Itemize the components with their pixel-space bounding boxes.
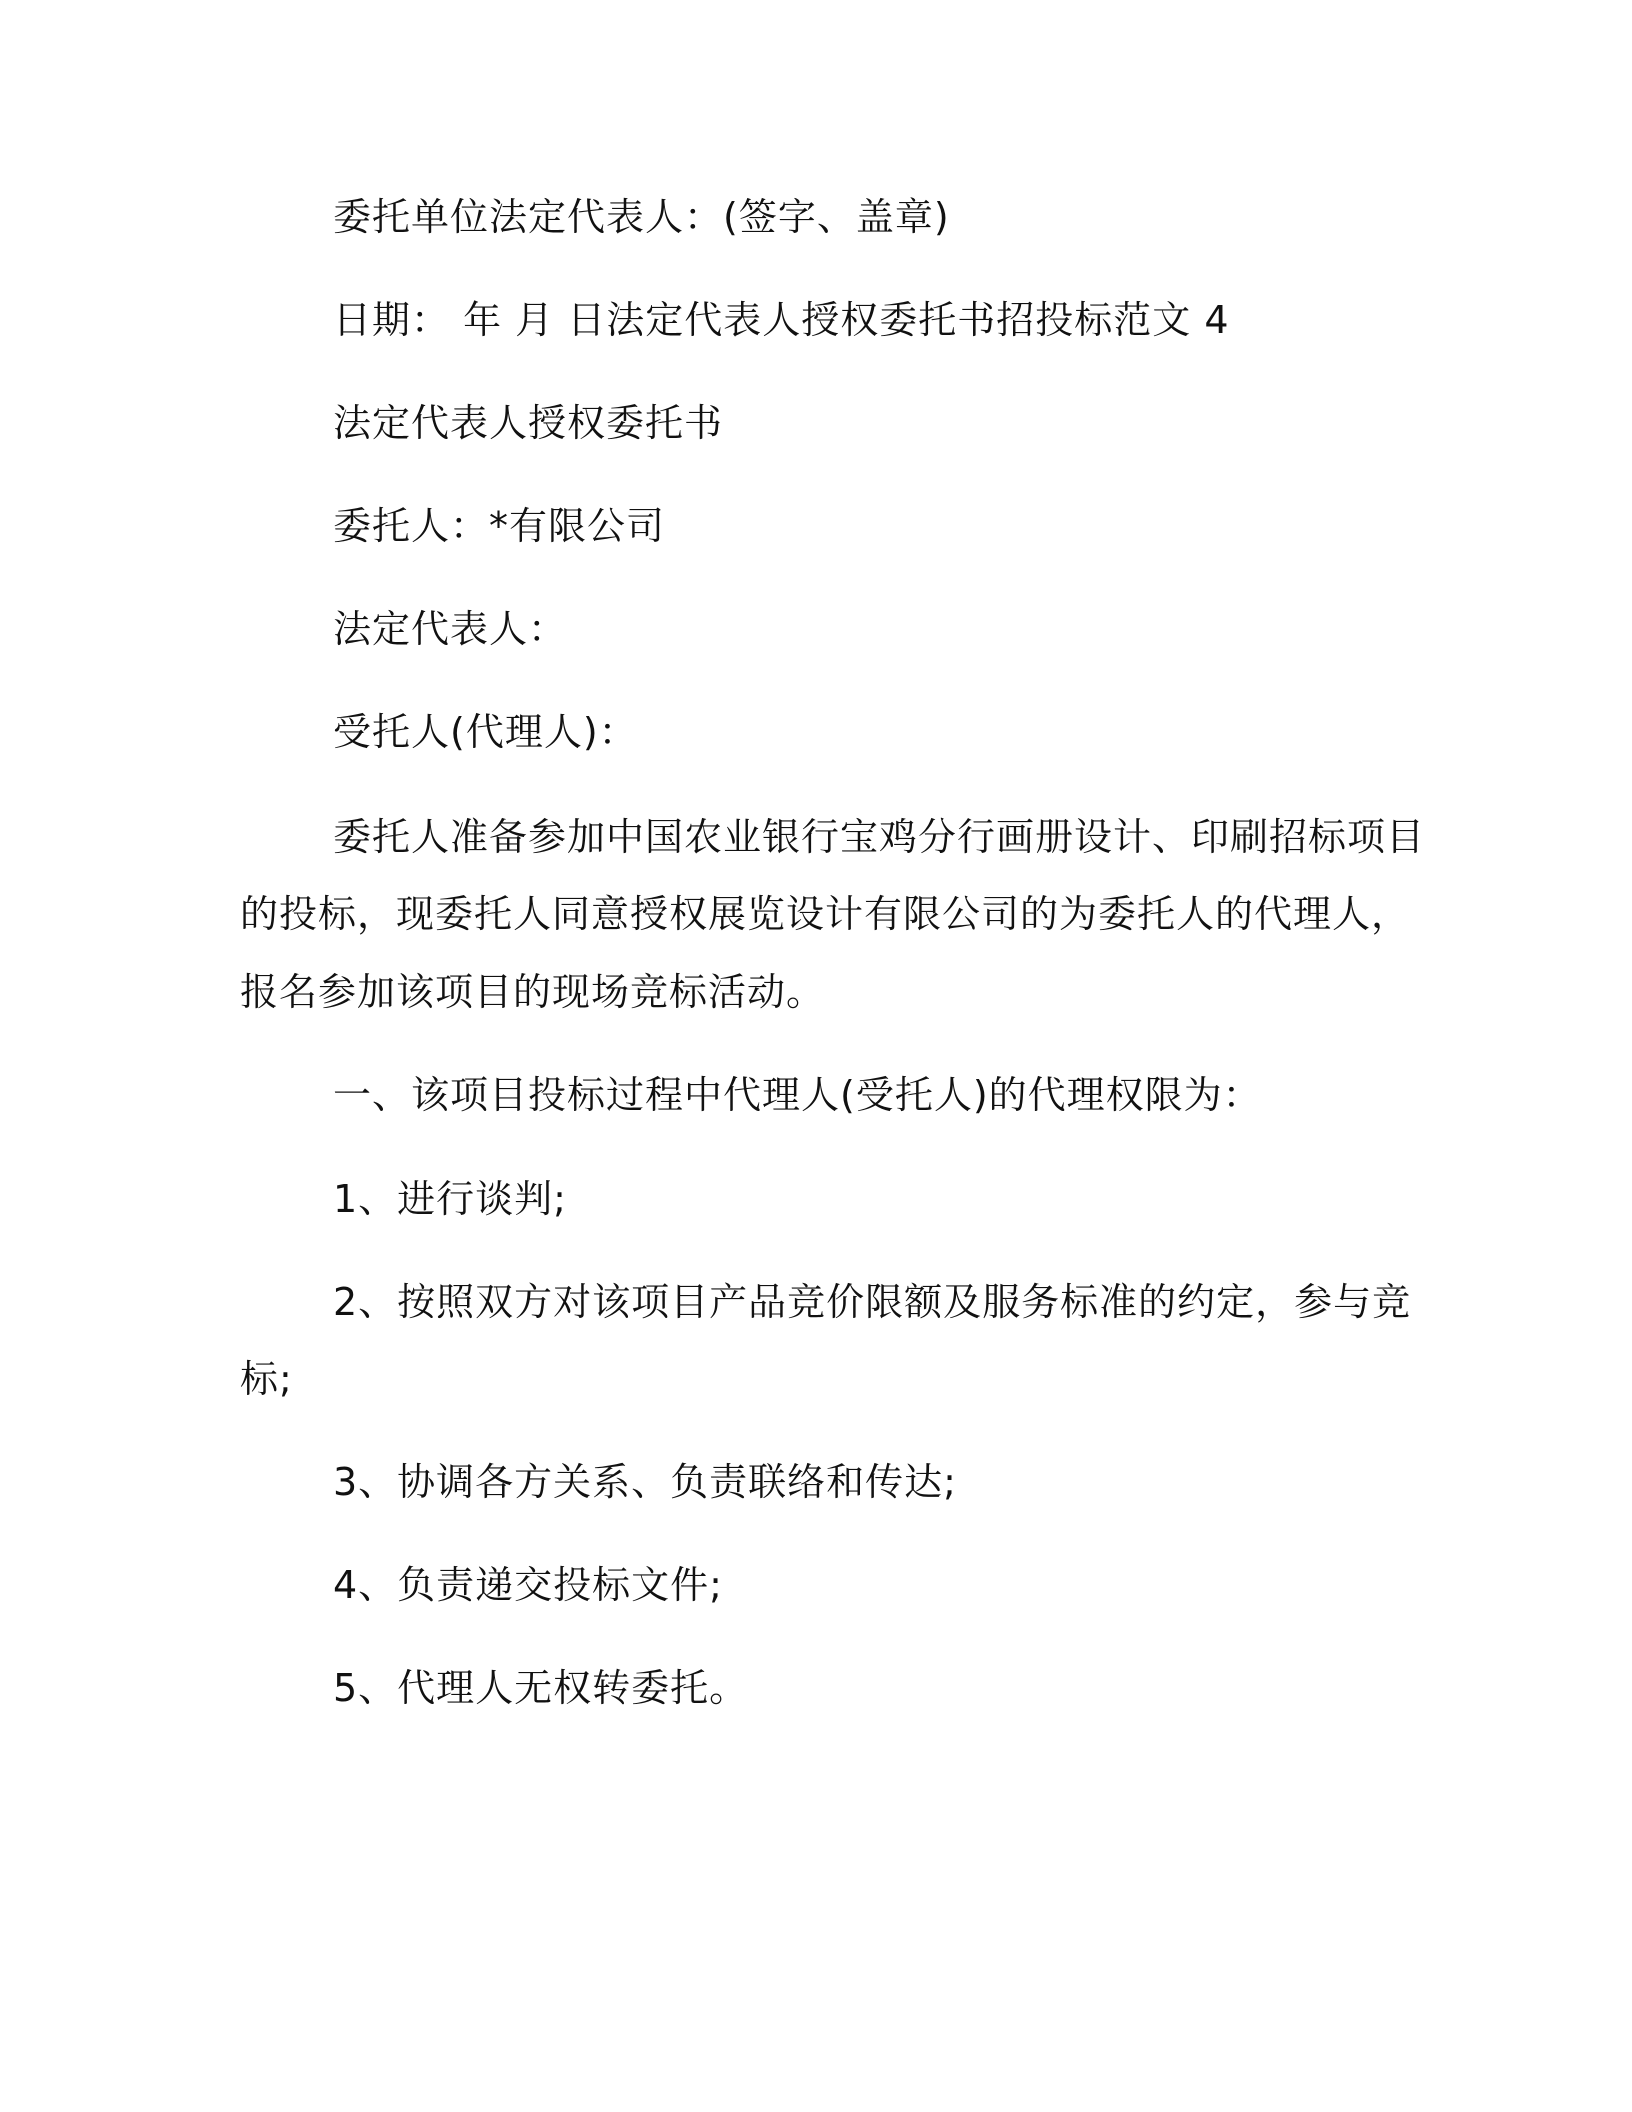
list-item-continuation: 标;	[240, 1357, 293, 1401]
date-line: 日期： 年 月 日法定代表人授权委托书招投标范文 4	[333, 298, 1230, 342]
list-item: 5、代理人无权转委托。	[333, 1666, 749, 1710]
paragraph-line: 委托人准备参加中国农业银行宝鸡分行画册设计、印刷招标项目	[333, 815, 1426, 859]
list-item: 4、负责递交投标文件;	[333, 1563, 723, 1607]
legal-rep-line: 法定代表人：	[333, 607, 568, 651]
paragraph-line: 的投标，现委托人同意授权展览设计有限公司的为委托人的代理人，	[240, 892, 1411, 936]
paragraph-line: 报名参加该项目的现场竞标活动。	[240, 970, 826, 1014]
list-item: 3、协调各方关系、负责联络和传达;	[333, 1460, 957, 1504]
list-item: 2、按照双方对该项目产品竞价限额及服务标准的约定，参与竞	[333, 1280, 1412, 1324]
list-item: 1、进行谈判;	[333, 1177, 567, 1221]
principal-line: 委托人：*有限公司	[333, 504, 666, 548]
agent-line: 受托人(代理人)：	[333, 710, 638, 754]
section-heading: 一、该项目投标过程中代理人(受托人)的代理权限为：	[333, 1073, 1262, 1117]
signature-line: 委托单位法定代表人：(签字、盖章)	[333, 195, 950, 239]
document-title: 法定代表人授权委托书	[333, 401, 724, 445]
